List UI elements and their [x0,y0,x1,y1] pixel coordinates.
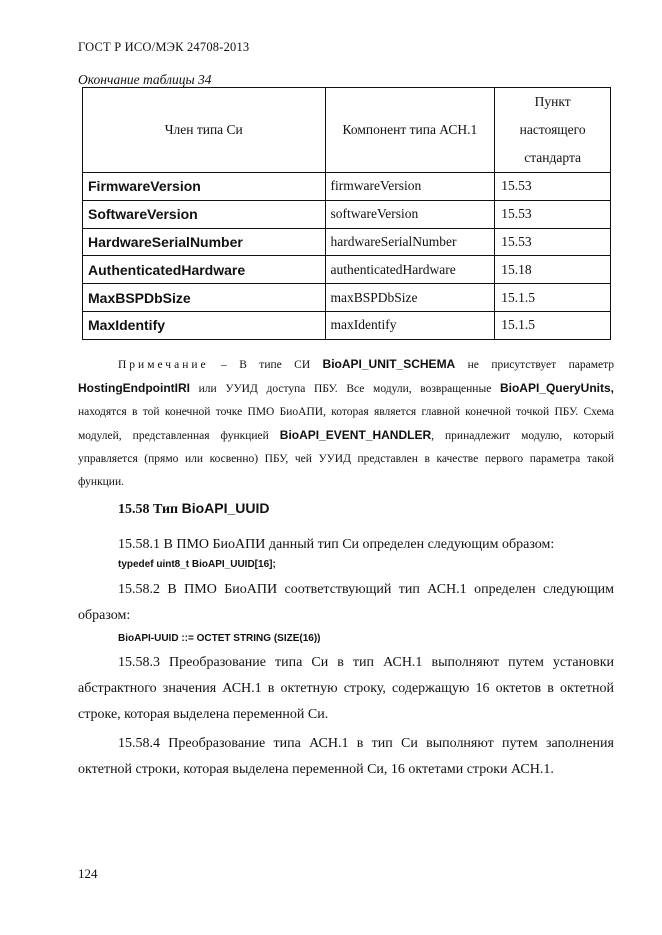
header-c-type-member: Член типа Си [83,88,326,173]
table-row [83,256,611,284]
table-row [83,311,611,339]
cell-clause: 15.18 [495,256,611,284]
cell-clause: 15.53 [495,173,611,201]
table-header-row [83,88,611,173]
table-row [83,228,611,256]
header-standard-clause [495,88,611,173]
table-row [83,200,611,228]
cell-clause: 15.53 [495,200,611,228]
cell-asn1-component: maxBSPDbSize [325,284,495,312]
table-row [83,173,611,201]
header-clause-line: стандарта [524,150,582,165]
page-number: 124 [78,866,98,881]
cell-c-member: HardwareSerialNumber [83,228,326,256]
cell-c-member: SoftwareVersion [83,200,326,228]
cell-asn1-component: hardwareSerialNumber [325,228,495,256]
cell-clause: 15.53 [495,228,611,256]
note-code: BioAPI_UNIT_SCHEMA [322,357,456,371]
paragraph-15-58-1: 15.58.1 В ПМО БиоАПИ данный тип Си определен следующим образом: [118,537,555,552]
note-code: BioAPI_EVENT_HANDLER [279,428,432,442]
cell-c-member: MaxBSPDbSize [83,284,326,312]
paragraph-15-58-4: 15.58.4 Преобразование типа АСН.1 в тип Си выполняют путем заполнения октетной строки, которая выделена переменной Си, 16 октетами строки АСН.1. [78,736,614,777]
document-header: ГОСТ Р ИСО/МЭК 24708-2013 [78,40,250,54]
note-text: , принадлежит модулю, который управляется (прямо или косвенно) ПБУ, чей УУИД представлен в качестве первого параметра такой функции. [78,430,614,488]
table-caption: Окончание таблицы 34 [78,72,212,87]
cell-asn1-component: authenticatedHardware [325,256,495,284]
header-clause-line: Пункт [534,94,571,109]
note-text: – В типе СИ [208,359,323,371]
code-asn1-definition: BioAPI-UUID ::= OCTET STRING (SIZE(16)) [118,633,321,644]
note-label: Примечание [118,359,209,371]
note-text: не присутствует параметр [455,359,614,371]
note-code: HostingEndpointIRI [78,381,190,395]
section-number: 15.58 Тип [118,502,182,517]
cell-asn1-component: firmwareVersion [325,173,495,201]
cell-c-member: FirmwareVersion [83,173,326,201]
cell-c-member: MaxIdentify [83,311,326,339]
header-clause-line: настоящего [519,122,586,137]
cell-asn1-component: maxIdentify [325,311,495,339]
section-heading [118,500,270,518]
cell-clause: 15.1.5 [495,311,611,339]
note-code: BioAPI_QueryUnits, [499,381,614,395]
note-text: находятся в той конечной точке ПМО БиоАПИ, которая является главной конечной точкой ПБУ. Схема модулей, представленная функцией [78,406,614,442]
table-row [83,284,611,312]
cell-c-member: AuthenticatedHardware [83,256,326,284]
paragraph-15-58-3: 15.58.3 Преобразование типа Си в тип АСН.1 выполняют путем установки абстрактного значения АСН.1 в октетную строку, содержащую 16 октетов в октетной строке, которая выделена переменной Си. [78,655,614,722]
code-typedef: typedef uint8_t BioAPI_UUID[16]; [118,559,276,570]
table-note [78,353,614,494]
note-text: или УУИД доступа ПБУ. Все модули, возвращенные [189,383,500,395]
header-asn1-component: Компонент типа АСН.1 [325,88,495,173]
table-34 [82,87,611,340]
paragraph-15-58-2: 15.58.2 В ПМО БиоАПИ соответствующий тип АСН.1 определен следующим образом: [78,582,614,623]
cell-asn1-component: softwareVersion [325,200,495,228]
section-type-name: BioAPI_UUID [181,500,270,516]
cell-clause: 15.1.5 [495,284,611,312]
